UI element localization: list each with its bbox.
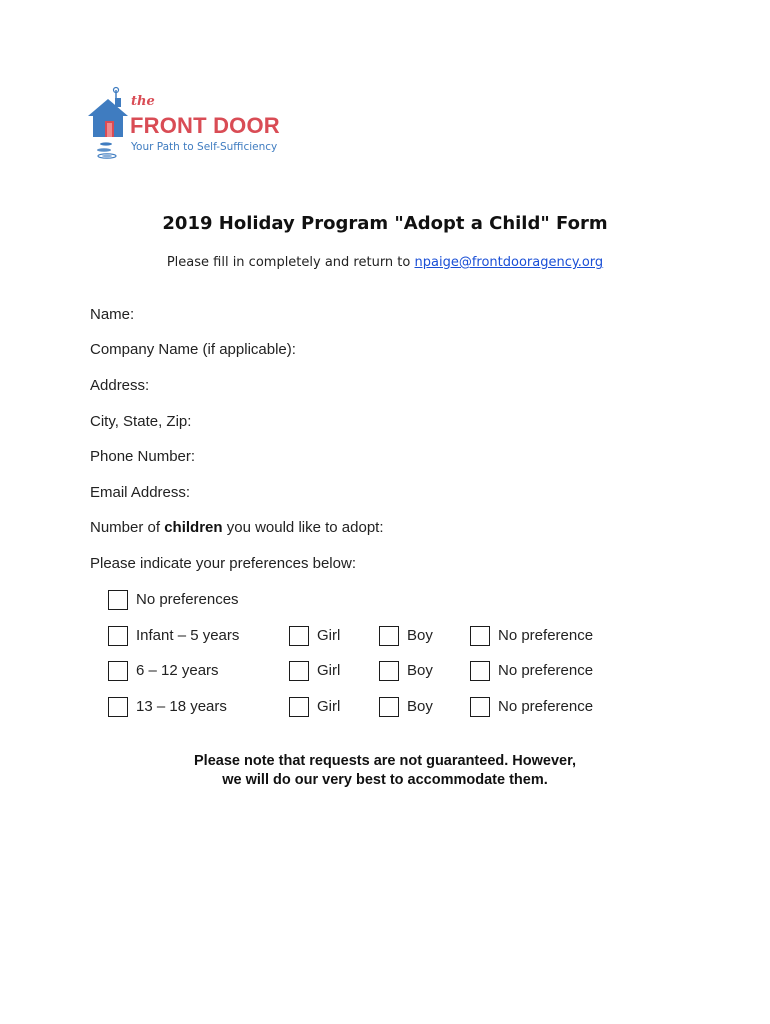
checkbox[interactable] <box>289 626 309 646</box>
option-label: 13 – 18 years <box>136 698 227 715</box>
option-label: Girl <box>317 698 341 715</box>
checkbox[interactable] <box>470 697 490 717</box>
instructions <box>0 253 770 273</box>
age-6-12-option[interactable] <box>108 659 219 683</box>
checkbox[interactable] <box>289 697 309 717</box>
name-field-label: Name: <box>90 306 135 323</box>
checkbox[interactable] <box>379 661 399 681</box>
boy-option[interactable] <box>379 624 433 648</box>
checkbox[interactable] <box>470 661 490 681</box>
option-label: Girl <box>317 662 341 679</box>
instructions-text: Please fill in completely and return to <box>166 255 415 270</box>
logo-tagline: Your Path to Self-Sufficiency <box>131 141 278 153</box>
age-13-18-option[interactable] <box>108 695 227 719</box>
girl-option[interactable] <box>289 624 340 648</box>
email-link[interactable]: npaige@frontdooragency.org <box>414 255 604 270</box>
boy-option[interactable] <box>379 695 433 719</box>
girl-option[interactable] <box>289 659 340 683</box>
girl-option[interactable] <box>289 695 340 719</box>
checkbox[interactable] <box>289 661 309 681</box>
option-label: 6 – 12 years <box>136 662 219 679</box>
checkbox[interactable] <box>379 697 399 717</box>
company-field-label: Company Name (if applicable): <box>90 341 296 358</box>
checkbox[interactable] <box>108 697 128 717</box>
disclaimer-note <box>0 752 770 790</box>
option-label: No preference <box>498 627 594 644</box>
preferences-prompt: Please indicate your preferences below: <box>90 555 356 572</box>
phone-field-label: Phone Number: <box>90 448 196 465</box>
form-title: 2019 Holiday Program "Adopt a Child" Form <box>162 213 608 234</box>
option-label: Boy <box>407 662 433 679</box>
children-count-label <box>90 518 384 538</box>
option-label: No preference <box>498 698 594 715</box>
no-preference-option[interactable] <box>470 695 593 719</box>
checkbox[interactable] <box>379 626 399 646</box>
option-label: Boy <box>407 698 433 715</box>
checkbox[interactable] <box>470 626 490 646</box>
age-infant-5-option[interactable] <box>108 624 239 648</box>
front-door-logo <box>86 80 286 164</box>
boy-option[interactable] <box>379 659 433 683</box>
children-suffix: you would like to adopt: <box>222 519 384 536</box>
no-preference-option[interactable] <box>470 624 593 648</box>
checkbox[interactable] <box>108 626 128 646</box>
children-prefix: Number of <box>90 519 165 536</box>
address-field-label: Address: <box>90 377 150 394</box>
note-line-2: we will do our very best to accommodate them. <box>222 772 548 788</box>
email-field-label: Email Address: <box>90 484 191 501</box>
option-label: Girl <box>317 627 341 644</box>
checkbox[interactable] <box>108 661 128 681</box>
checkbox[interactable] <box>108 590 128 610</box>
children-bold: children <box>164 519 223 536</box>
option-label: Infant – 5 years <box>136 627 240 644</box>
option-label: No preferences <box>136 591 239 608</box>
option-label: Boy <box>407 627 433 644</box>
option-label: No preference <box>498 662 594 679</box>
city-state-zip-field-label: City, State, Zip: <box>90 413 192 430</box>
note-line-1: Please note that requests are not guaranteed. However, <box>194 753 576 769</box>
logo-name-text: FRONT DOOR <box>130 113 280 138</box>
no-preference-option[interactable] <box>470 659 593 683</box>
house-icon <box>86 86 134 162</box>
logo-the-text: the <box>131 94 155 109</box>
no-preferences-option[interactable] <box>108 588 239 612</box>
